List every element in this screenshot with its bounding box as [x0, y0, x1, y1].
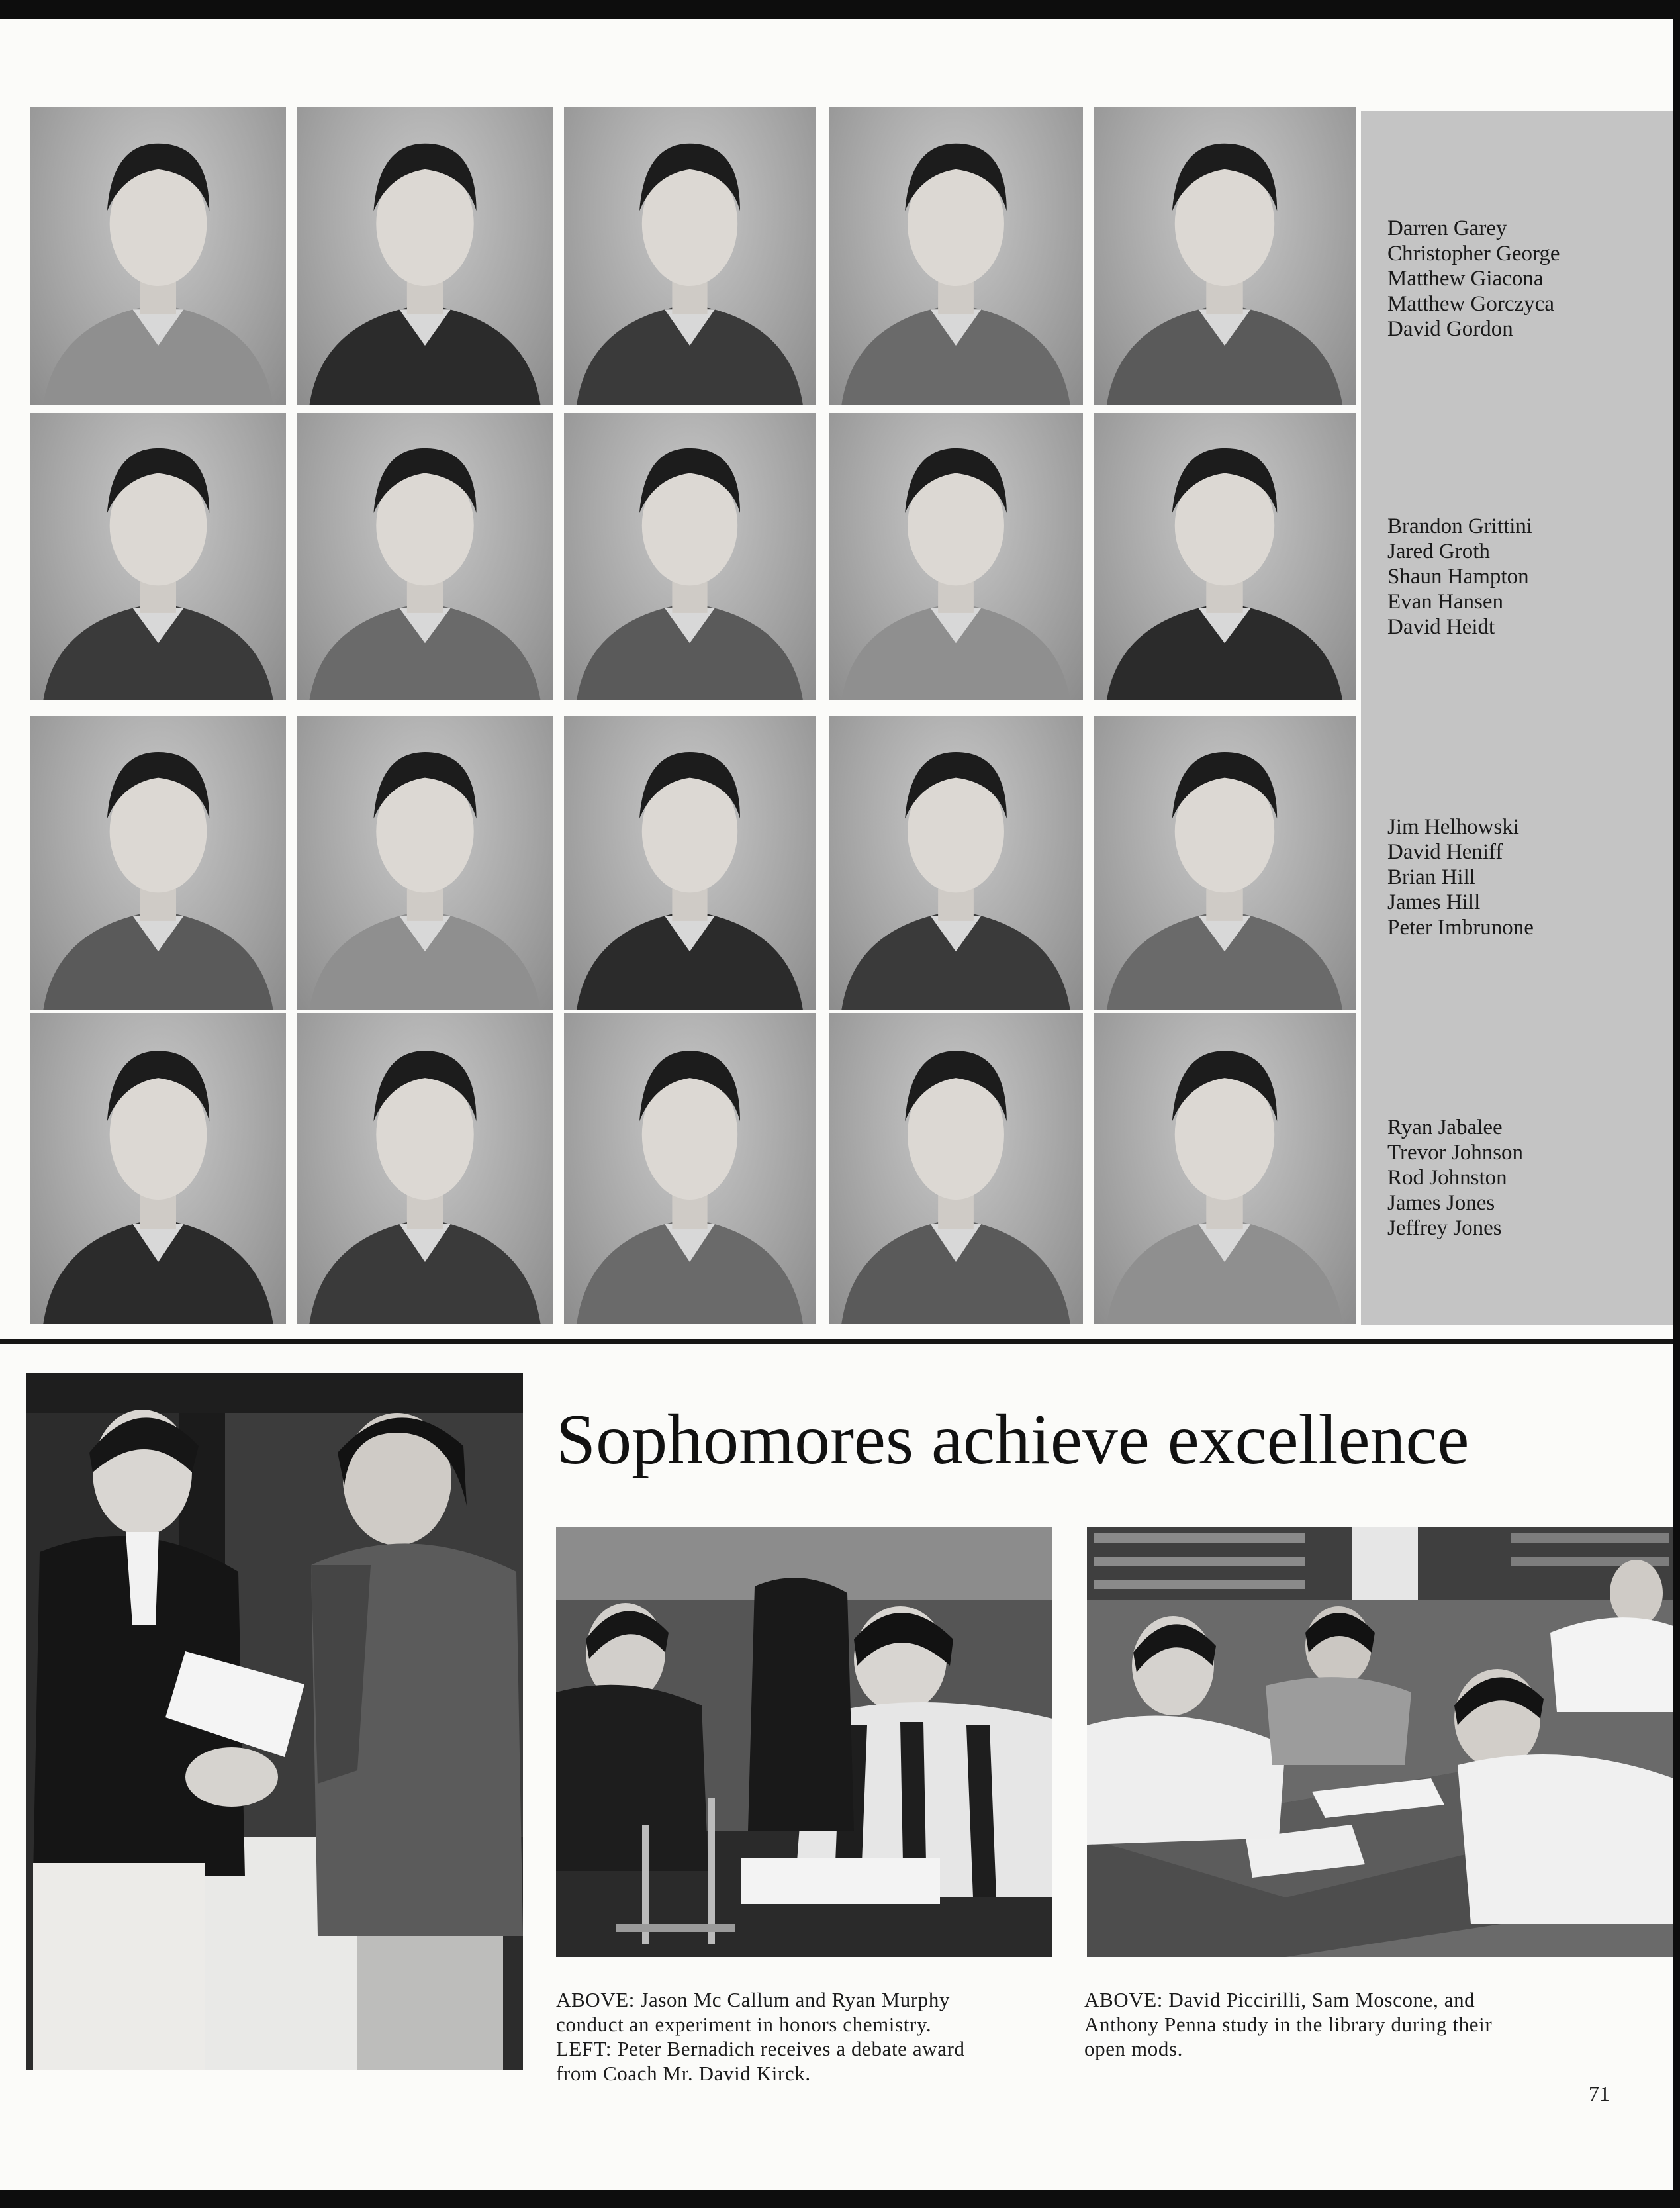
portrait-name: Brandon Grittini [1387, 514, 1533, 538]
portrait-name: Brian Hill [1387, 865, 1475, 889]
caption-line: open mods. [1084, 2037, 1183, 2060]
student-portrait [297, 1013, 553, 1324]
feature-headline: Sophomores achieve excellence [556, 1400, 1470, 1479]
student-portrait [30, 716, 286, 1010]
portrait-name: Shaun Hampton [1387, 565, 1529, 589]
student-portrait [1094, 716, 1356, 1010]
student-portrait [30, 107, 286, 405]
yearbook-page [0, 19, 1673, 2190]
portrait-name: James Jones [1387, 1191, 1495, 1215]
chemistry-lab-photo [556, 1527, 1052, 1957]
name-list-row-3 [1387, 814, 1534, 940]
section-divider [0, 1339, 1673, 1344]
student-portrait [829, 413, 1083, 700]
student-portrait [297, 107, 553, 405]
portrait-name: Christopher George [1387, 242, 1560, 265]
portrait-name: Trevor Johnson [1387, 1141, 1524, 1165]
student-portrait [1094, 1013, 1356, 1324]
portrait-name: James Hill [1387, 890, 1481, 914]
caption-line: conduct an experiment in honors chemistry. [556, 2013, 932, 2036]
student-portrait [1094, 413, 1356, 700]
student-portrait [564, 1013, 816, 1324]
student-portrait [564, 413, 816, 700]
portrait-name: Darren Garey [1387, 216, 1507, 240]
portrait-name: Peter Imbrunone [1387, 916, 1534, 939]
name-list-row-4 [1387, 1115, 1523, 1241]
student-portrait [564, 107, 816, 405]
library-photo [1087, 1527, 1673, 1957]
student-portrait [297, 413, 553, 700]
portrait-name: Ryan Jabalee [1387, 1116, 1503, 1139]
portrait-name: David Heidt [1387, 615, 1495, 639]
portrait-name: David Gordon [1387, 317, 1513, 341]
library-caption [1084, 1988, 1492, 2061]
portrait-name: Matthew Giacona [1387, 267, 1544, 291]
portrait-name: Matthew Gorczyca [1387, 292, 1554, 316]
caption-line: from Coach Mr. David Kirck. [556, 2062, 811, 2085]
caption-line: LEFT: Peter Bernadich receives a debate award [556, 2037, 965, 2060]
portrait-name: David Heniff [1387, 840, 1503, 864]
caption-line: ABOVE: Jason Mc Callum and Ryan Murphy [556, 1988, 951, 2011]
portrait-name: Jeffrey Jones [1387, 1216, 1502, 1240]
name-list-row-1 [1387, 216, 1560, 342]
student-portrait [829, 107, 1083, 405]
name-list-row-2 [1387, 514, 1532, 640]
student-portrait [30, 413, 286, 700]
student-portrait [829, 1013, 1083, 1324]
page-number: 71 [1589, 2082, 1610, 2105]
portrait-name: Evan Hansen [1387, 590, 1504, 614]
portrait-name: Rod Johnston [1387, 1166, 1507, 1190]
student-portrait [30, 1013, 286, 1324]
caption-line: ABOVE: David Piccirilli, Sam Moscone, and [1084, 1988, 1475, 2011]
portrait-name: Jim Helhowski [1387, 815, 1519, 839]
student-portrait [1094, 107, 1356, 405]
portrait-name: Jared Groth [1387, 540, 1490, 563]
student-portrait [829, 716, 1083, 1010]
caption-line: Anthony Penna study in the library during their [1084, 2013, 1493, 2036]
chemistry-caption [556, 1988, 965, 2086]
award-photo [26, 1373, 523, 2070]
student-portrait [564, 716, 816, 1010]
student-portrait [297, 716, 553, 1010]
